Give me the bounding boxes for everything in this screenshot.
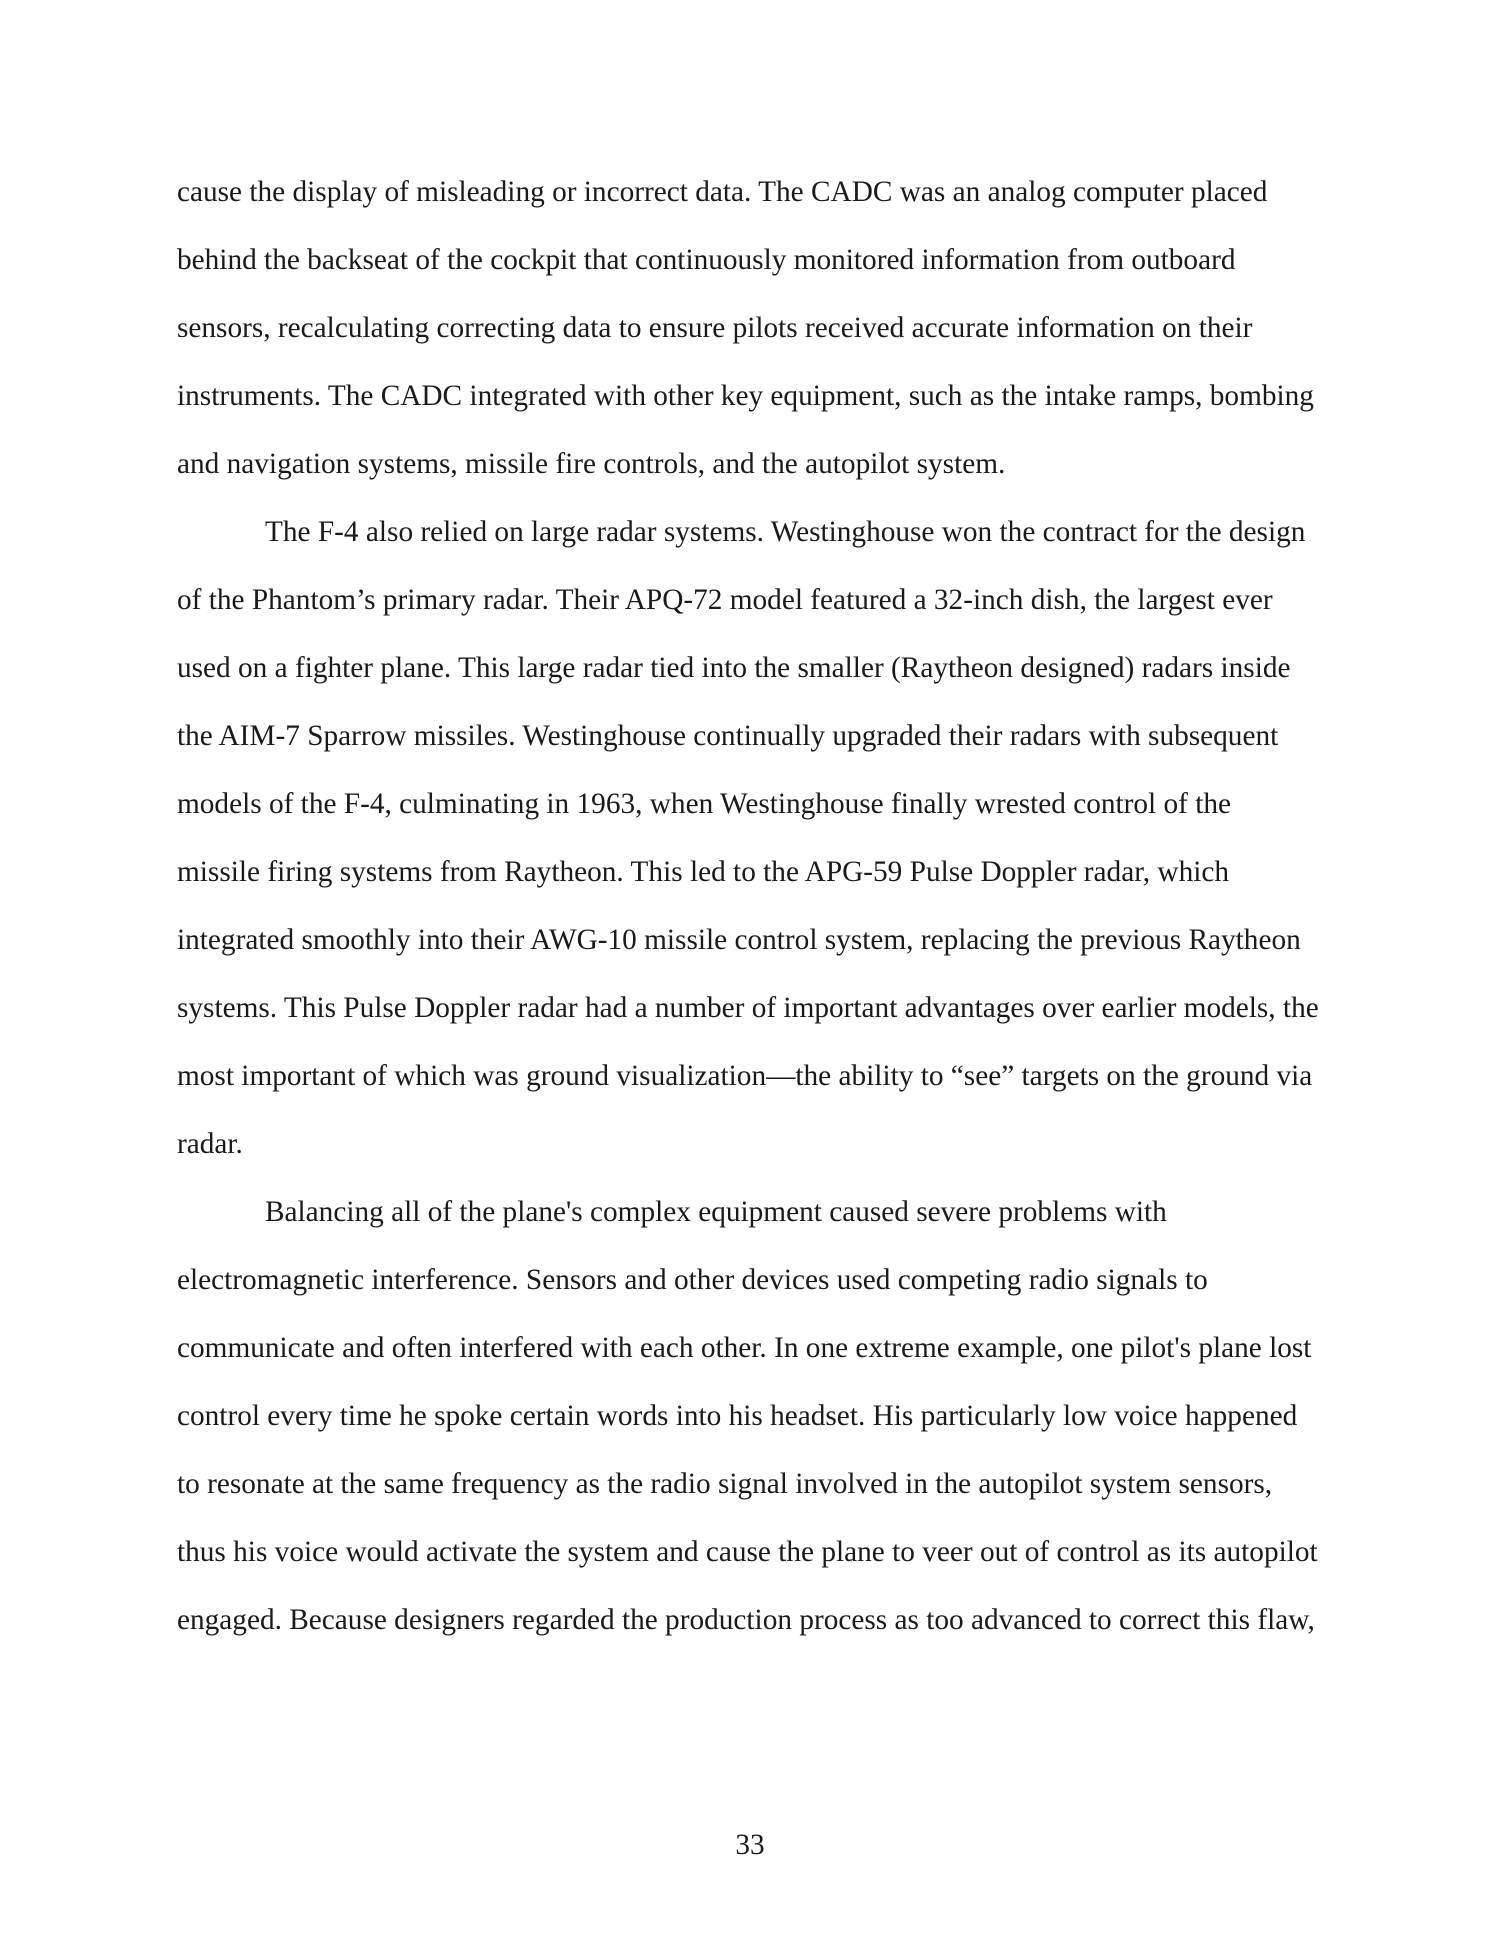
paragraph-2-line-3: used on a fighter plane. This large radar tied into the smaller (Raytheon designed) radars inside: [177, 652, 1291, 684]
paragraph-1-line-2: behind the backseat of the cockpit that continuously monitored information from outboard: [177, 244, 1236, 276]
paragraph-2-line-8: systems. This Pulse Doppler radar had a number of important advantages over earlier models, the: [177, 992, 1319, 1024]
paragraph-3-line-6: thus his voice would activate the system and cause the plane to veer out of control as its autopilot: [177, 1536, 1318, 1568]
paragraph-3-line-2: electromagnetic interference. Sensors and other devices used competing radio signals to: [177, 1264, 1208, 1296]
paragraph-1-line-4: instruments. The CADC integrated with other key equipment, such as the intake ramps, bombing: [177, 380, 1314, 412]
paragraph-1-line-1: cause the display of misleading or incorrect data. The CADC was an analog computer placed: [177, 176, 1268, 208]
paragraph-3-line-7: engaged. Because designers regarded the production process as too advanced to correct this flaw,: [177, 1604, 1315, 1636]
paragraph-3-line-5: to resonate at the same frequency as the radio signal involved in the autopilot system sensors,: [177, 1468, 1273, 1500]
paragraph-2-line-9: most important of which was ground visualization—the ability to “see” targets on the ground via: [177, 1060, 1313, 1092]
paragraph-2-line-4: the AIM-7 Sparrow missiles. Westinghouse continually upgraded their radars with subsequent: [177, 720, 1279, 752]
paragraph-3-line-4: control every time he spoke certain words into his headset. His particularly low voice happened: [177, 1400, 1298, 1432]
paragraph-2-line-10: radar.: [177, 1128, 243, 1160]
paragraph-3-line-3: communicate and often interfered with each other. In one extreme example, one pilot's plane lost: [177, 1332, 1312, 1364]
paragraph-2-line-6: missile firing systems from Raytheon. This led to the APG-59 Pulse Doppler radar, which: [177, 856, 1230, 888]
paragraph-3-line-1: Balancing all of the plane's complex equipment caused severe problems with: [265, 1196, 1167, 1228]
page-number: 33: [735, 1829, 765, 1861]
paragraph-2-line-2: of the Phantom’s primary radar. Their APQ-72 model featured a 32-inch dish, the largest ever: [177, 584, 1273, 616]
paragraph-1-line-3: sensors, recalculating correcting data to ensure pilots received accurate information on their: [177, 312, 1253, 344]
paragraph-2-line-7: integrated smoothly into their AWG-10 missile control system, replacing the previous Raytheon: [177, 924, 1301, 956]
paragraph-2-line-1: The F-4 also relied on large radar systems. Westinghouse won the contract for the design: [265, 516, 1306, 548]
paragraph-2-line-5: models of the F-4, culminating in 1963, when Westinghouse finally wrested control of the: [177, 788, 1232, 820]
paragraph-1-line-5: and navigation systems, missile fire controls, and the autopilot system.: [177, 448, 1006, 480]
